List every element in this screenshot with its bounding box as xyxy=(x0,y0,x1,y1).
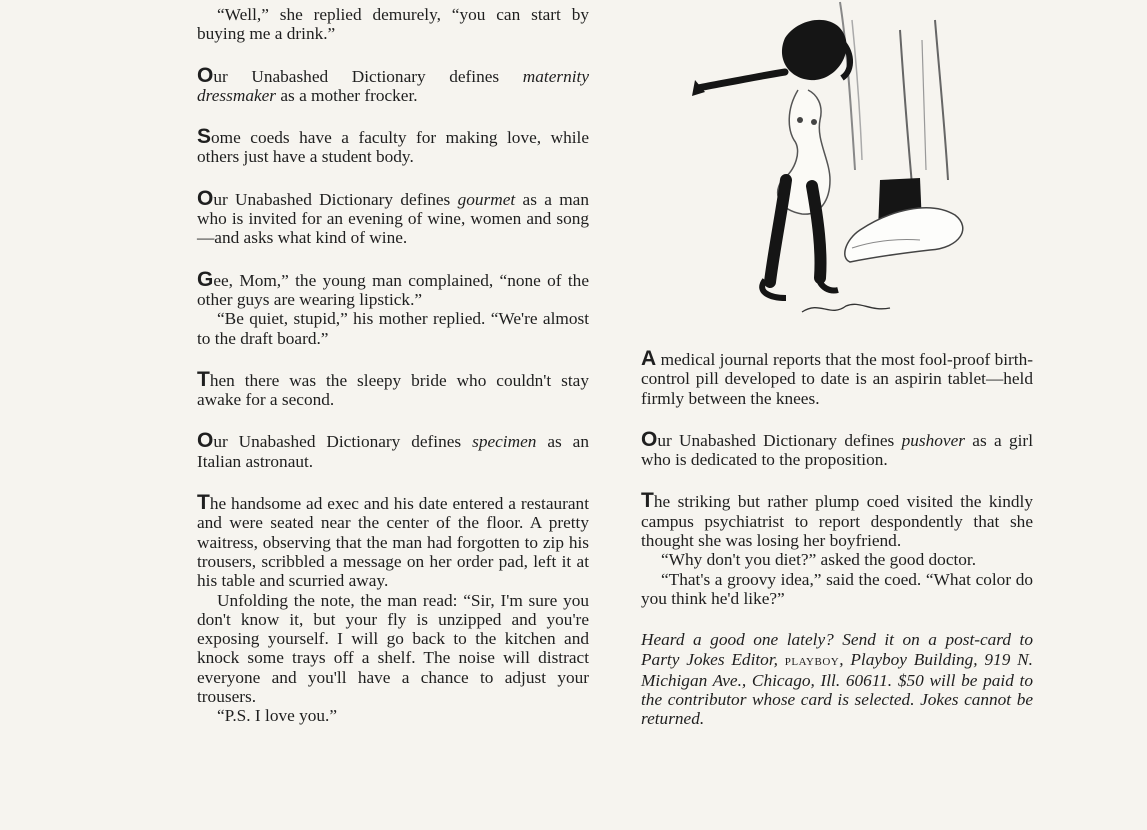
joke-plump-coed: The striking but rather plump coed visited the kindly campus psychiatrist to report despondently that she thought she was losing her boyfriend. “Why don't you diet?” asked the good doctor. “That's a groovy idea,” said the coed. “What color do you think he'd like?” xyxy=(641,489,1033,608)
playboy-brand: playboy xyxy=(784,652,840,669)
joke-gourmet: Our Unabashed Dictionary defines gourmet as a man who is invited for an evening of wine, women and song—and asks what kind of wine. xyxy=(197,186,589,248)
defined-term: pushover xyxy=(901,430,965,450)
joke-pushover: Our Unabashed Dictionary defines pushover as a girl who is dedicated to the proposition. xyxy=(641,427,1033,470)
joke-birth-control: A medical journal reports that the most fool-proof birth-control pill developed to date is an aspirin tablet—held firmly between the knees. xyxy=(641,347,1033,408)
drop-letter: O xyxy=(197,63,214,87)
drop-letter: T xyxy=(197,367,210,391)
drop-letter: S xyxy=(197,125,212,149)
joke-ad-exec: The handsome ad exec and his date entered a restaurant and were seated near the center of the floor. A pretty waitress, observing that the man had forgotten to zip his trousers, scribbled a message on her order pad, left it at his table and scurried away. Unfolding the note, the man read: “Sir, I'm sure you don't know it, but your fly is unzipped and you're exposing yourself. I will go back to the kitchen and knock some trays off a shelf. The noise will distract everyone and you'll have a chance to adjust your trousers. “P.S. I love you.” xyxy=(197,491,589,726)
drop-letter: T xyxy=(641,489,654,513)
drop-letter: G xyxy=(197,267,214,291)
joke-maternity-dressmaker: Our Unabashed Dictionary defines maternity dressmaker as a mother frocker. xyxy=(197,63,589,105)
defined-term: gourmet xyxy=(457,189,516,209)
joke-specimen: Our Unabashed Dictionary defines specimen as an Italian astronaut. xyxy=(197,429,589,471)
joke-text: “Well,” she replied demurely, “you can start by buying me a drink.” xyxy=(197,5,589,44)
drop-letter: A xyxy=(641,347,657,370)
submission-note: Heard a good one lately? Send it on a post-card to Party Jokes Editor, playboy, Playboy Building, 919 N. Michigan Ave., Chicago, Ill. 60611. $50 will be paid to the contributor whose card is selected. Jokes cannot be returned. xyxy=(641,630,1033,729)
left-column xyxy=(197,0,589,748)
drop-letter: O xyxy=(641,427,658,451)
joke-continued xyxy=(197,5,589,44)
defined-term: maternity dressmaker xyxy=(197,66,589,105)
drop-letter: O xyxy=(197,186,214,210)
joke-lipstick: Gee, Mom,” the young man complained, “none of the other guys are wearing lipstick.” “Be quiet, stupid,” his mother replied. “We're almost to the draft board.” xyxy=(197,267,589,348)
joke-coeds: Some coeds have a faculty for making love, while others just have a student body. xyxy=(197,125,589,167)
defined-term: specimen xyxy=(472,432,537,452)
cartoon-woman-and-man-legs-illustration xyxy=(690,0,980,330)
joke-sleepy-bride: Then there was the sleepy bride who couldn't stay awake for a second. xyxy=(197,367,589,410)
drop-letter: T xyxy=(197,491,210,515)
drop-letter: O xyxy=(197,429,214,453)
right-column-text xyxy=(641,349,1033,751)
